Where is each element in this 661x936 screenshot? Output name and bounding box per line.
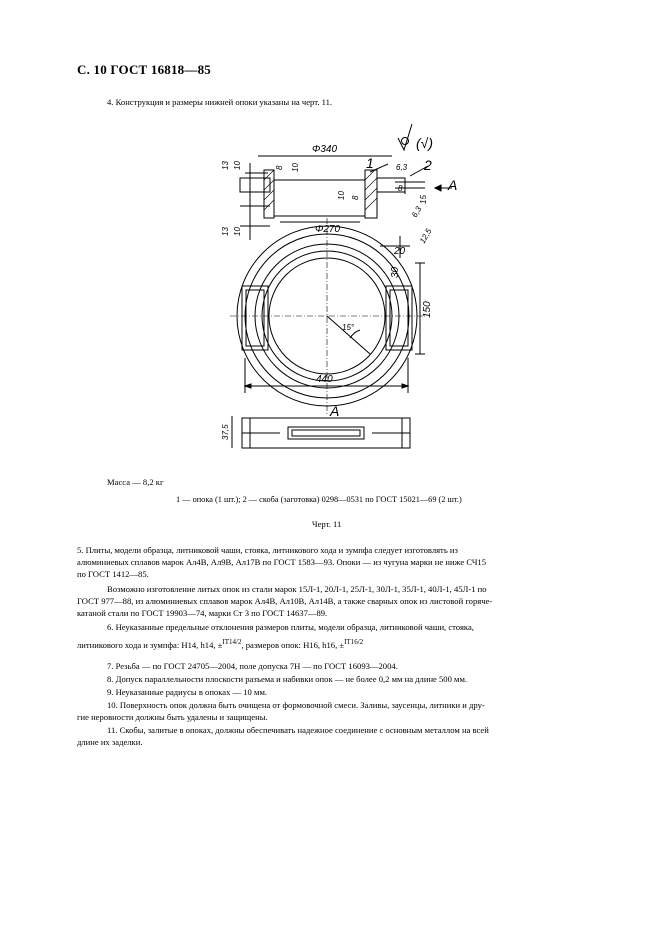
mass-text: Масса — 8,2 кг — [107, 477, 164, 487]
paragraph-5-line-3: по ГОСТ 1412—85. — [77, 569, 149, 579]
dim-h10a: 10 — [233, 161, 242, 170]
paragraph-5-line-4: Возможно изготовление литых опок из стали марок 15Л-1, 20Л-1, 25Л-1, 30Л-1, 35Л-1, 40Л-1, 45Л-1 по — [107, 584, 487, 594]
paragraph-6-line-1: 6. Неуказанные предельные отклонения размеров плиты, модели образца, литниковой чаши, стояка, — [107, 622, 474, 632]
page-header: С. 10 ГОСТ 16818—85 — [77, 62, 211, 77]
dim-angle15: 15° — [342, 323, 355, 332]
dim-h13a: 13 — [221, 161, 230, 170]
roughness-mark: (√) — [416, 135, 434, 151]
dim-w8c: 8 — [398, 184, 403, 193]
figure-legend: 1 — опока (1 шт.); 2 — скоба (заготовка) 0298—0531 по ГОСТ 15021—69 (2 шт.) — [176, 495, 462, 504]
left-wall — [264, 170, 274, 218]
callout-1: 1 — [366, 155, 374, 171]
paragraph-9: 9. Неуказанные радиусы в опоках — 10 мм. — [107, 687, 268, 697]
paragraph-5-line-2: алюминиевых сплавов марок Ал4В, Ал9В, Ал17В по ГОСТ 1583—93. Опоки — из чугуна марки не ниже СЧ15 — [77, 557, 487, 567]
dim-h10b: 10 — [233, 227, 242, 236]
paragraph-6-text-a: литникового хода и зумпфа: H14, h14, ± — [77, 640, 223, 650]
callout-2: 2 — [424, 157, 432, 173]
dim-w8a: 8 — [275, 165, 284, 170]
drawing-svg — [220, 118, 470, 470]
paragraph-5-line-1: 5. Плиты, модели образца, литниковой чаши, стояка, литникового хода и зумпфа следует изготовлять из — [77, 545, 458, 555]
dim-w20: 20 — [394, 246, 406, 257]
view-a-label: A — [330, 403, 340, 419]
dim-h375: 37,5 — [221, 424, 230, 440]
dim-h15: 15 — [419, 195, 428, 204]
view-a-handle — [288, 427, 364, 439]
roughness-circle-icon — [402, 138, 409, 145]
paragraph-6-fraction-a: IT14/2 — [222, 638, 242, 646]
callout-view-a: A — [448, 177, 458, 193]
dim-w10: 10 — [291, 163, 300, 172]
paragraph-11-line-1: 11. Скобы, залитые в опоках, должны обеспечивать надежное соединение с основным металлом на всей — [107, 725, 489, 735]
dim-w10b: 10 — [337, 191, 346, 200]
dim-r63b: 6,3 — [409, 204, 424, 219]
paragraph-6-text-b: , размеров опок: H16, h16, ± — [241, 640, 345, 650]
paragraph-5-line-6: катаной стали по ГОСТ 19903—74, марки Ст 3 по ГОСТ 14637—89. — [77, 608, 328, 618]
paragraph-5-line-5: ГОСТ 977—88, из алюминиевых сплавов марок Ал4В, Ал10В, Ал14В, а также сварных опок из листовой горяче- — [77, 596, 493, 606]
paragraph-6-fraction-b: IT16/2 — [344, 638, 364, 646]
paragraph-11-line-2: длине их заделки. — [77, 737, 143, 747]
dim-h13b: 13 — [221, 227, 230, 236]
paragraph-7: 7. Резьба — по ГОСТ 24705—2004, поле допуска 7Н — по ГОСТ 16093—2004. — [107, 661, 398, 671]
paragraph-8: 8. Допуск параллельности плоскости разъема и набивки опок — не более 0,2 мм на длине 500 мм. — [107, 674, 468, 684]
dim-r63: 6,3 — [396, 163, 408, 172]
dim-r125: 12,5 — [417, 227, 434, 245]
paragraph-10-line-2: гие неровности должны быть удалены и защищены. — [77, 712, 268, 722]
technical-drawing — [220, 118, 470, 470]
intro-paragraph: 4. Конструкция и размеры нижней опоки указаны на черт. 11. — [107, 97, 333, 107]
dim-h150: 150 — [422, 301, 433, 318]
dim-d270: Φ270 — [315, 224, 341, 235]
left-flange — [240, 178, 270, 192]
paragraph-6-line-2 — [77, 636, 363, 651]
figure-caption: Черт. 11 — [312, 519, 342, 529]
dim-w440: 440 — [316, 374, 333, 385]
dim-d340: Φ340 — [312, 144, 338, 155]
dim-w8b: 8 — [351, 195, 360, 200]
dim-w30: 30 — [390, 266, 401, 278]
paragraph-10-line-1: 10. Поверхность опок должна быть очищена от формовочной смеси. Заливы, заусенцы, литники и дру- — [107, 700, 485, 710]
